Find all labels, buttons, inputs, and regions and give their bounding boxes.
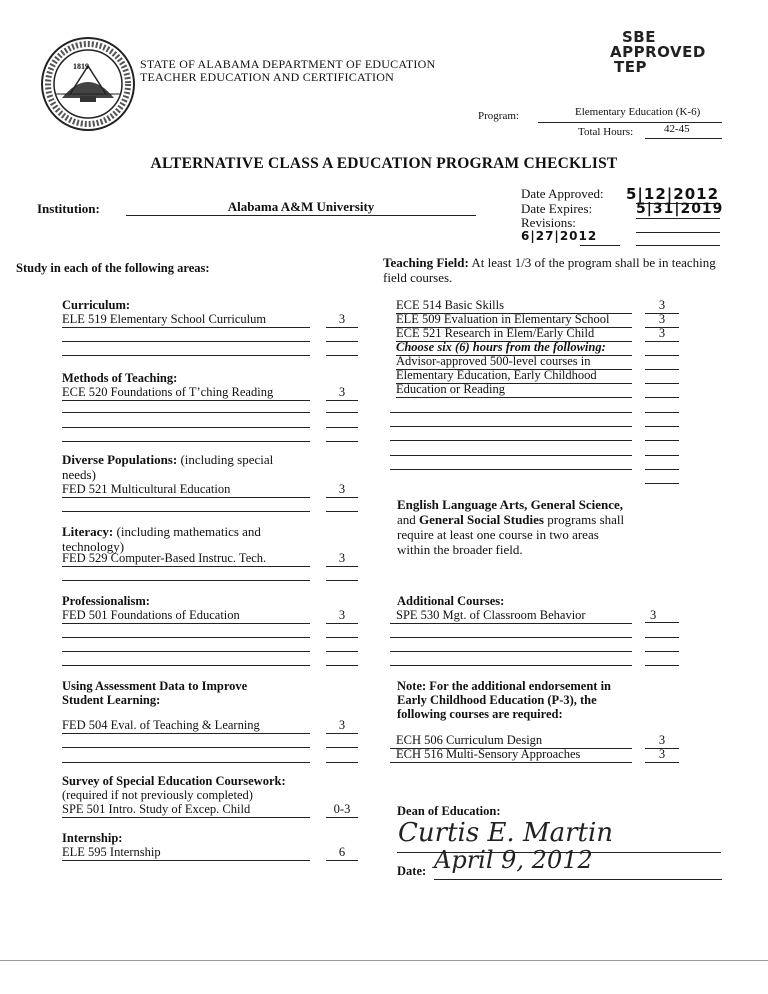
teaching-field-text-2: field courses. [383,270,453,285]
survey-sub: (required if not previously completed) [62,788,253,802]
institution-label: Institution: [37,201,100,216]
choose-note: Choose six (6) hours from the following: [396,340,632,356]
bottom-rule [0,960,768,961]
advisor-line-3: Education or Reading [396,382,632,398]
blank-line [326,441,358,442]
survey-course: SPE 501 Intro. Study of Excep. Child [62,802,310,818]
curriculum-course: ELE 519 Elementary School Curriculum [62,312,310,328]
diverse-course: FED 521 Multicultural Education [62,482,310,498]
blank-line [645,426,679,427]
blank-line [390,426,632,427]
blank-line [326,341,358,342]
additional-course: SPE 530 Mgt. of Classroom Behavior [390,608,632,624]
blank-line [645,455,679,456]
blank-line [326,511,358,512]
blank-line [326,580,358,581]
dean-signature: Curtis E. Martin [398,818,614,848]
blank-line [645,665,679,666]
methods-heading: Methods of Teaching: [62,371,178,385]
blank-line [62,441,310,442]
blank-line [62,637,310,638]
blank-line [645,369,679,370]
literacy-heading-bold: Literacy: [62,524,114,539]
blank-line [326,665,358,666]
blank-line [645,483,679,484]
header-line-2: TEACHER EDUCATION AND CERTIFICATION [140,70,394,84]
study-heading: Study in each of the following areas: [16,261,210,275]
blank-line [62,412,310,413]
date-line [434,879,722,880]
header-line-1: STATE OF ALABAMA DEPARTMENT OF EDUCATION [140,57,436,71]
advisor-line-2: Elementary Education, Early Childhood [396,368,632,384]
blank-line [326,427,358,428]
revisions-line-2 [580,245,620,246]
institution-value: Alabama A&M University [227,199,375,214]
stamp-line-3: TEP [614,58,647,76]
blank-line [390,440,632,441]
revisions-value: 6|27|2012 [521,229,598,243]
program-value: Elementary Education (K-6) [575,106,701,118]
literacy-course: FED 529 Computer-Based Instruc. Tech. [62,551,310,567]
date-approved-value: 5|12|2012 [626,185,720,203]
blank-line [326,412,358,413]
professional-course: FED 501 Foundations of Education [62,608,310,624]
blank-line [390,637,632,638]
revisions-line-3 [636,245,720,246]
advisor-line-1: Advisor-approved 500-level courses in [396,354,632,370]
diverse-heading [62,452,273,482]
blank-line [326,355,358,356]
note-line-1: English Language Arts, General Science, [397,497,624,512]
blank-line [645,397,679,398]
program-line [538,122,722,123]
blank-line [390,665,632,666]
teaching-course-3: ECE 521 Research in Elem/Early Child [396,326,632,342]
blank-line [390,412,632,413]
assessment-heading-2: Student Learning: [62,693,161,707]
blank-line [326,637,358,638]
blank-line [645,412,679,413]
teaching-hours-2: 3 [645,312,679,328]
note-line-2a: and [397,512,420,527]
seal-year: 1819 [73,62,89,71]
blank-line [62,665,310,666]
additional-hours: 3 [650,608,657,622]
methods-course: ECE 520 Foundations of T’ching Reading [62,385,310,401]
internship-course: ELE 595 Internship [62,845,310,861]
blank-line [326,747,358,748]
total-hours-label: Total Hours: [578,126,634,138]
blank-line [390,651,632,652]
revisions-line [636,232,720,233]
teaching-hours-3: 3 [645,326,679,342]
survey-heading: Survey of Special Education Coursework: [62,774,286,788]
blank-line [645,383,679,384]
broader-field-note [397,497,624,557]
stamp-line-1: SBE [622,28,656,46]
dean-label: Dean of Education: [397,804,501,818]
state-seal [40,36,136,132]
ech-hours-1: 3 [645,733,679,749]
endorse-line-1: Note: For the additional endorsement in [397,679,611,693]
date-expires-value: 5|31|2019 [636,201,724,217]
literacy-hours: 3 [326,551,358,567]
note-line-3: require at least one course in two areas [397,527,599,542]
blank-line [645,440,679,441]
literacy-heading-rest: (including mathematics and [113,524,261,539]
diverse-heading-rest: (including special [177,452,274,467]
diverse-heading-line2: needs) [62,467,96,482]
blank-line [62,511,310,512]
assessment-heading-1: Using Assessment Data to Improve [62,679,248,693]
additional-heading: Additional Courses: [397,594,505,608]
teaching-field-text-1: At least 1/3 of the program shall be in teaching [468,255,716,270]
teaching-field [383,255,743,285]
endorse-line-3: following courses are required: [397,707,563,721]
blank-line [645,355,679,356]
sbe-approved-stamp [610,30,706,75]
ech-hours-2: 3 [645,747,679,763]
methods-hours: 3 [326,385,358,401]
program-label: Program: [478,110,519,122]
blank-line [645,651,679,652]
blank-line [62,355,310,356]
survey-hours: 0-3 [326,802,358,818]
internship-hours: 6 [326,845,358,861]
note-line-2c: programs shall [543,512,625,527]
teaching-field-label: Teaching Field: [383,255,469,270]
institution-line [126,215,476,216]
teaching-course-1: ECE 514 Basic Skills [396,298,632,314]
total-hours-value: 42-45 [664,123,690,135]
blank-line [62,651,310,652]
blank-line [390,469,632,470]
blank-line [62,427,310,428]
diverse-hours: 3 [326,482,358,498]
note-line-2b: General Social Studies [419,512,544,527]
date-expires-line [636,218,720,219]
ech-course-2: ECH 516 Multi-Sensory Approaches [390,747,632,763]
blank-line [645,637,679,638]
blank-line [326,762,358,763]
literacy-heading-line2: technology) [62,539,125,554]
date-expires-label: Date Expires: [521,201,593,216]
blank-line [62,580,310,581]
endorse-line-2: Early Childhood Education (P-3), the [397,693,597,707]
assessment-course: FED 504 Eval. of Teaching & Learning [62,718,310,734]
revisions-label: Revisions: [521,215,576,230]
blank-line [62,341,310,342]
ech-course-1: ECH 506 Curriculum Design [390,733,632,749]
total-hours-line [645,138,722,139]
date-signed: April 9, 2012 [434,846,593,874]
professional-hours: 3 [326,608,358,624]
professional-heading: Professionalism: [62,594,150,608]
curriculum-hours: 3 [326,312,358,328]
date-approved-label: Date Approved: [521,186,604,201]
internship-heading: Internship: [62,831,123,845]
literacy-heading [62,524,261,554]
stamp-line-2: APPROVED [610,43,706,61]
curriculum-heading: Curriculum: [62,298,131,312]
blank-line [390,455,632,456]
diverse-heading-bold: Diverse Populations: [62,452,178,467]
assessment-hours: 3 [326,718,358,734]
blank-line [62,747,310,748]
date-label: Date: [397,864,427,878]
teaching-course-2: ELE 509 Evaluation in Elementary School [396,312,632,328]
teaching-hours-1: 3 [645,298,679,314]
blank-line [326,651,358,652]
blank-line [645,622,679,623]
note-line-4: within the broader field. [397,542,523,557]
page-title: ALTERNATIVE CLASS A EDUCATION PROGRAM CHECKLIST [150,155,618,172]
blank-line [62,762,310,763]
blank-line [645,469,679,470]
